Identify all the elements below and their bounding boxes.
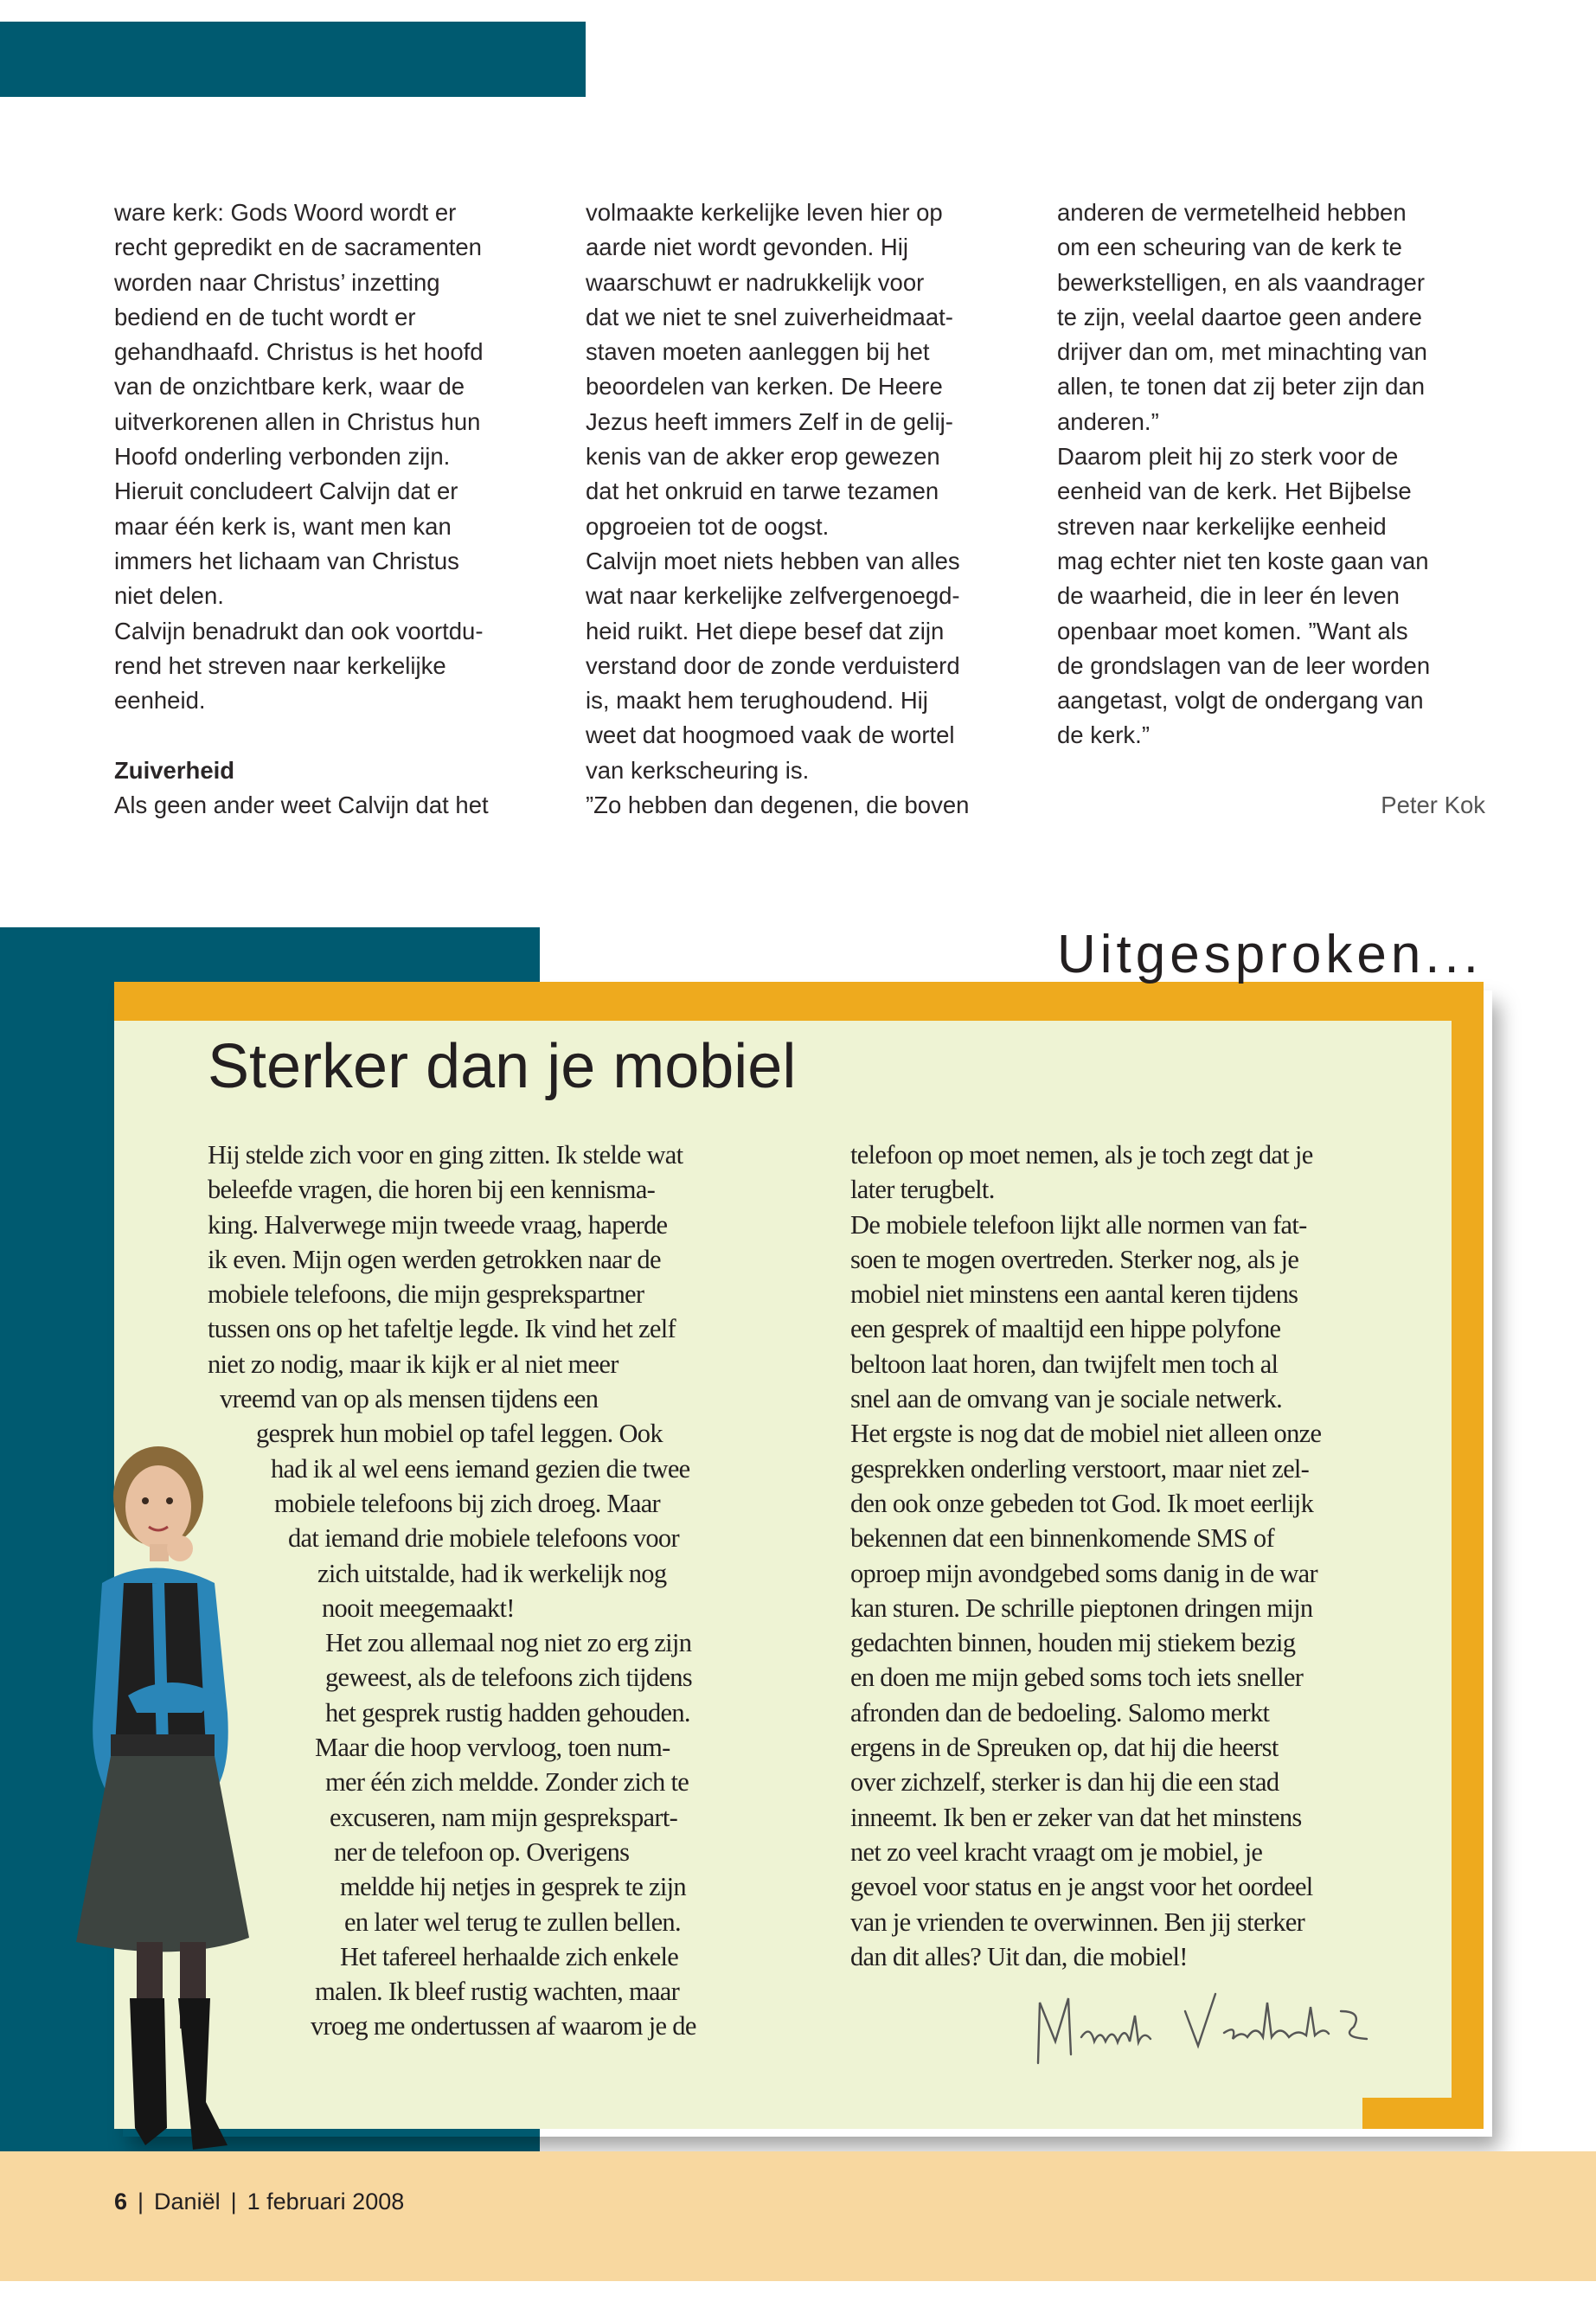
text-line: allen, te tonen dat zij beter zijn dan — [1057, 373, 1426, 401]
article-column-2 — [586, 195, 1035, 823]
text-line: den ook onze gebeden tot God. Ik moet eerlijk — [850, 1488, 1314, 1518]
text-line: gevoel voor status en je angst voor het oordeel — [850, 1872, 1313, 1902]
text-line: beoordelen van kerken. De Heere — [586, 373, 943, 401]
text-line: een gesprek of maaltijd een hippe polyfone — [850, 1314, 1281, 1344]
section-label: Uitgesproken... — [1057, 925, 1483, 984]
magazine-name: Daniël — [154, 2189, 221, 2214]
text-line: maar één kerk is, want men kan — [114, 512, 452, 540]
text-line: gesprek hun mobiel op tafel leggen. Ook — [256, 1419, 663, 1449]
text-line: Calvijn benadrukt dan ook voortdu- — [114, 617, 484, 644]
text-line: worden naar Christus’ inzetting — [114, 268, 440, 296]
text-line: Hoofd onderling verbonden zijn. — [114, 443, 451, 471]
text-line: van kerkscheuring is. — [586, 756, 810, 784]
page-footer — [0, 2151, 1596, 2281]
text-line: dat het onkruid en tarwe tezamen — [586, 478, 939, 505]
header-color-bar — [0, 22, 586, 97]
text-line: nooit meegemaakt! — [322, 1593, 515, 1623]
text-line: Jezus heeft immers Zelf in de gelij- — [586, 407, 953, 435]
boot-right — [178, 1998, 228, 2150]
page-number: 6 — [114, 2189, 128, 2214]
text-line: Als geen ander weet Calvijn dat het — [114, 792, 489, 819]
text-line: vreemd van op als mensen tijdens een — [220, 1384, 599, 1414]
text-line: inneemt. Ik ben er zeker van dat het minstens — [850, 1802, 1302, 1832]
text-line: Daarom pleit hij zo sterk voor de — [1057, 443, 1399, 471]
text-line: afronden dan de bedoeling. Salomo merkt — [850, 1697, 1270, 1727]
text-line: staven moeten aanleggen bij het — [586, 338, 930, 366]
text-line: bewerkstelligen, en als vaandrager — [1057, 268, 1425, 296]
text-line: beleefde vragen, die horen bij een kennisma- — [208, 1175, 656, 1205]
text-line: waarschuwt er nadrukkelijk voor — [586, 268, 925, 296]
text-line: en later wel terug te zullen bellen. — [344, 1907, 681, 1937]
text-line: het gesprek rustig hadden gehouden. — [325, 1697, 690, 1727]
author-photo — [76, 1436, 310, 2154]
text-line: meldde hij netjes in gesprek te zijn — [340, 1872, 686, 1902]
text-line: anderen.” — [1057, 407, 1159, 435]
text-line: mag echter niet ten koste gaan van — [1057, 547, 1429, 574]
text-line: bekennen dat een binnenkomende SMS of — [850, 1523, 1274, 1554]
text-line: excuseren, nam mijn gesprekspart- — [330, 1802, 678, 1832]
text-line: net zo veel kracht vraagt om je mobiel, je — [850, 1836, 1263, 1867]
text-line: ”Zo hebben dan degenen, die boven — [586, 792, 970, 819]
text-line: de waarheid, die in leer én leven — [1057, 582, 1400, 610]
text-line: verstand door de zonde verduisterd — [586, 651, 960, 679]
text-line: tussen ons op het tafeltje legde. Ik vind het zelf — [208, 1314, 676, 1344]
text-line: heid ruikt. Het diepe besef dat zijn — [586, 617, 945, 644]
text-line: later terugbelt. — [850, 1175, 995, 1205]
text-line: kan sturen. De schrille pieptonen dringen mijn — [850, 1593, 1313, 1623]
text-line: eenheid van de kerk. Het Bijbelse — [1057, 478, 1412, 505]
text-line: de grondslagen van de leer worden — [1057, 651, 1431, 679]
text-line: gedachten binnen, houden mij stiekem bezig — [850, 1628, 1296, 1658]
issue-date: 1 februari 2008 — [247, 2189, 405, 2214]
skirt — [76, 1756, 249, 1952]
text-line: beltoon laat horen, dan twijfelt men toch al — [850, 1349, 1279, 1379]
text-line: mer één zich meldde. Zonder zich te — [325, 1767, 689, 1798]
text-line: de kerk.” — [1057, 721, 1150, 749]
text-line: van je vrienden te overwinnen. Ben jij sterker — [850, 1907, 1305, 1937]
footer-info: 6 | Daniël | 1 februari 2008 — [114, 2189, 405, 2214]
text-line: niet zo nodig, maar ik kijk er al niet meer — [208, 1349, 619, 1379]
text-line: De mobiele telefoon lijkt alle normen van fat- — [850, 1209, 1307, 1240]
text-line: recht gepredikt en de sacramenten — [114, 234, 482, 261]
text-line: drijver dan om, met minachting van — [1057, 338, 1427, 366]
text-line: volmaakte kerkelijke leven hier op — [586, 199, 943, 226]
text-line: kenis van de akker erop gewezen — [586, 443, 940, 471]
text-line: en doen me mijn gebed soms toch iets sneller — [850, 1663, 1304, 1693]
text-line: om een scheuring van de kerk te — [1057, 234, 1402, 261]
text-line: gehandhaafd. Christus is het hoofd — [114, 338, 484, 366]
text-line: is, maakt hem terughoudend. Hij — [586, 687, 928, 715]
text-line: niet delen. — [114, 582, 224, 610]
text-line: Het ergste is nog dat de mobiel niet alleen onze — [850, 1419, 1322, 1449]
text-line: openbaar moet komen. ”Want als — [1057, 617, 1408, 644]
text-line: mobiele telefoons bij zich droeg. Maar — [274, 1488, 660, 1518]
text-line: had ik al wel eens iemand gezien die twee — [271, 1453, 690, 1484]
author-signature — [1021, 1977, 1384, 2072]
author-name: Peter Kok — [1381, 792, 1485, 819]
text-line: bediend en de tucht wordt er — [114, 303, 416, 330]
text-line: te zijn, veelal daartoe geen andere — [1057, 303, 1422, 330]
article-column-3 — [1057, 195, 1485, 823]
text-line: vroeg me ondertussen af waarom je de — [311, 2011, 696, 2041]
text-line: snel aan de omvang van je sociale netwerk. — [850, 1384, 1283, 1414]
text-line: aarde niet wordt gevonden. Hij — [586, 234, 909, 261]
text-line: telefoon op moet nemen, als je toch zegt dat je — [850, 1140, 1313, 1170]
subheading: Zuiverheid — [114, 756, 235, 784]
text-line: van de onzichtbare kerk, waar de — [114, 373, 465, 401]
text-line: ware kerk: Gods Woord wordt er — [114, 199, 457, 226]
text-line — [1057, 753, 1485, 788]
text-line — [114, 718, 564, 753]
text-line: opgroeien tot de oogst. — [586, 512, 830, 540]
text-line: king. Halverwege mijn tweede vraag, haperde — [208, 1209, 668, 1240]
column-body-right — [850, 1138, 1321, 1974]
boot-left — [130, 1998, 167, 2145]
text-line: Het zou allemaal nog niet zo erg zijn — [325, 1628, 692, 1658]
text-line: dat iemand drie mobiele telefoons voor — [288, 1523, 679, 1554]
text-line: dat we niet te snel zuiverheidmaat- — [586, 303, 953, 330]
text-line: eenheid. — [114, 687, 206, 715]
text-line: Het tafereel herhaalde zich enkele — [340, 1941, 679, 1971]
text-line: streven naar kerkelijke eenheid — [1057, 512, 1387, 540]
text-line: weet dat hoogmoed vaak de wortel — [586, 721, 955, 749]
text-line: malen. Ik bleef rustig wachten, maar — [315, 1977, 680, 2007]
text-line: immers het lichaam van Christus — [114, 547, 459, 574]
text-line: anderen de vermetelheid hebben — [1057, 199, 1407, 226]
text-line: ik even. Mijn ogen werden getrokken naar de — [208, 1244, 661, 1274]
text-line: oproep mijn avondgebed soms danig in de war — [850, 1558, 1317, 1588]
text-line: mobiel niet minstens een aantal keren tijdens — [850, 1279, 1298, 1310]
column-title: Sterker dan je mobiel — [208, 1032, 797, 1101]
text-line: mobiele telefoons, die mijn gesprekspartner — [208, 1279, 644, 1310]
text-line: ner de telefoon op. Overigens — [334, 1836, 630, 1867]
article-column-1 — [114, 195, 564, 823]
text-line: ergens in de Spreuken op, dat hij die heerst — [850, 1733, 1279, 1763]
text-line: gesprekken onderling verstoort, maar niet zel- — [850, 1453, 1310, 1484]
text-line: geweest, als de telefoons zich tijdens — [325, 1663, 692, 1693]
text-line: Calvijn moet niets hebben van alles — [586, 547, 960, 574]
orange-corner — [1362, 2098, 1484, 2129]
text-line: dan dit alles? Uit dan, die mobiel! — [850, 1941, 1188, 1971]
text-line: Maar die hoop vervloog, toen num- — [315, 1733, 670, 1763]
text-line: soen te mogen overtreden. Sterker nog, als je — [850, 1244, 1299, 1274]
text-line: over zichzelf, sterker is dan hij die een stad — [850, 1767, 1279, 1798]
text-line: uitverkorenen allen in Christus hun — [114, 407, 481, 435]
text-line: zich uitstalde, had ik werkelijk nog — [317, 1558, 667, 1588]
text-line: aangetast, volgt de ondergang van — [1057, 687, 1424, 715]
text-line: wat naar kerkelijke zelfvergenoegd- — [586, 582, 960, 610]
text-line: Hij stelde zich voor en ging zitten. Ik stelde wat — [208, 1140, 683, 1170]
text-line: Hieruit concludeert Calvijn dat er — [114, 478, 458, 505]
text-line: rend het streven naar kerkelijke — [114, 651, 446, 679]
